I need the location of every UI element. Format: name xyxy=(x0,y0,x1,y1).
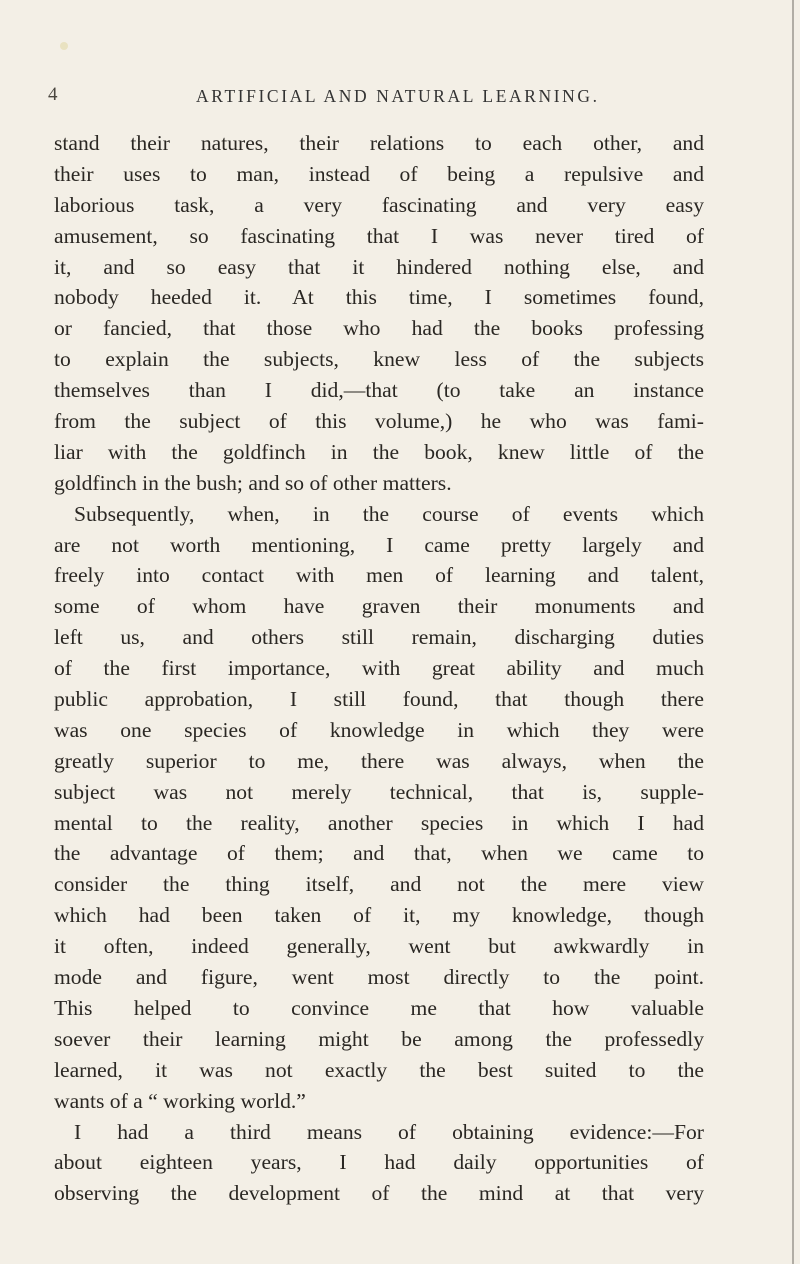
text-line: Subsequently, when, in the course of events which xyxy=(74,501,704,526)
text-line: stand their natures, their relations to each other, and xyxy=(54,131,704,155)
text-line: consider the thing itself, and not the mere view xyxy=(54,872,704,897)
text-line: themselves than I did,—that (to take an instance xyxy=(54,378,704,403)
text-line: it often, indeed generally, went but awkwardly in xyxy=(54,934,704,959)
text-line: are not worth mentioning, I came pretty largely and xyxy=(54,532,704,557)
paper-stain xyxy=(60,42,68,50)
text-line: it, and so easy that it hindered nothing else, and xyxy=(54,254,704,279)
text-line: goldfinch in the bush; and so of other matters. xyxy=(54,470,452,495)
text-line: wants of a “ working world.” xyxy=(54,1088,306,1113)
text-line: soever their learning might be among the professedly xyxy=(54,1026,704,1051)
text-line: their uses to man, instead of being a repulsive and xyxy=(54,161,704,186)
text-line: public approbation, I still found, that though there xyxy=(54,687,704,712)
text-line: the advantage of them; and that, when we came to xyxy=(54,841,704,866)
text-line: to explain the subjects, knew less of the subjects xyxy=(54,347,704,372)
text-line: This helped to convince me that how valuable xyxy=(54,995,704,1020)
text-line: learned, it was not exactly the best suited to the xyxy=(54,1057,704,1082)
page-number: 4 xyxy=(48,84,58,105)
text-line: mental to the reality, another species in which I had xyxy=(54,810,704,835)
text-line: observing the development of the mind at that very xyxy=(54,1181,704,1206)
text-line: was one species of knowledge in which they were xyxy=(54,717,704,742)
running-head: ARTIFICIAL AND NATURAL LEARNING. xyxy=(196,86,600,106)
text-line: left us, and others still remain, discharging duties xyxy=(54,625,704,650)
text-line: about eighteen years, I had daily opportunities of xyxy=(54,1150,704,1175)
text-line: subject was not merely technical, that is, supple- xyxy=(54,779,704,804)
text-line: greatly superior to me, there was always, when the xyxy=(54,748,704,773)
body-text xyxy=(54,128,704,1209)
text-line: some of whom have graven their monuments and xyxy=(54,594,704,619)
page-edge xyxy=(792,0,794,1264)
text-line: mode and figure, went most directly to the point. xyxy=(54,965,704,990)
text-line: or fancied, that those who had the books professing xyxy=(54,316,704,341)
text-line: which had been taken of it, my knowledge, though xyxy=(54,903,704,928)
text-line: nobody heeded it. At this time, I sometimes found, xyxy=(54,285,704,310)
text-line: freely into contact with men of learning and talent, xyxy=(54,563,704,588)
text-line: I had a third means of obtaining evidence:—For xyxy=(74,1119,704,1144)
text-line: amusement, so fascinating that I was never tired of xyxy=(54,223,704,248)
text-line: liar with the goldfinch in the book, knew little of the xyxy=(54,439,704,464)
text-line: of the first importance, with great ability and much xyxy=(54,656,704,681)
text-line: laborious task, a very fascinating and very easy xyxy=(54,192,704,217)
text-line: from the subject of this volume,) he who was fami- xyxy=(54,409,704,434)
